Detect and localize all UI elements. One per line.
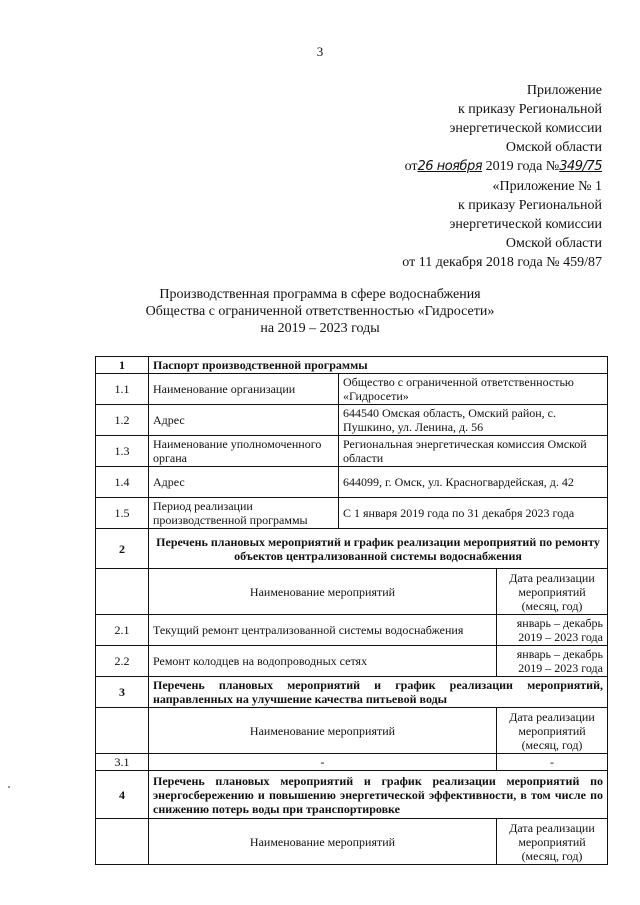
section-row bbox=[96, 677, 608, 708]
section-row bbox=[96, 357, 608, 374]
section-title: Паспорт производственной программы bbox=[149, 357, 608, 374]
column-header-row bbox=[96, 569, 608, 615]
column-header-date: Дата реализации мероприятий (месяц, год) bbox=[497, 569, 608, 615]
page-number: 3 bbox=[316, 44, 324, 59]
passport-row bbox=[96, 405, 608, 436]
event-date: - bbox=[497, 754, 608, 771]
row-value: 644540 Омская область, Омский район, с. Пушкино, ул. Ленина, д. 56 bbox=[339, 405, 608, 436]
appendix-header bbox=[405, 81, 602, 176]
scan-speck bbox=[8, 786, 10, 788]
passport-row bbox=[96, 436, 608, 467]
row-label: Адрес bbox=[149, 405, 339, 436]
column-header-row bbox=[96, 708, 608, 754]
row-number: 2.2 bbox=[96, 646, 149, 677]
row-label: Период реализации производственной программы bbox=[149, 498, 339, 529]
table-row bbox=[96, 646, 608, 677]
section-title: Перечень плановых мероприятий и график реализации мероприятий по ремонту объектов централизованной системы водоснабжения bbox=[149, 529, 608, 569]
row-number: 1.2 bbox=[96, 405, 149, 436]
row-value: Общество с ограниченной ответственностью «Гидросети» bbox=[339, 374, 608, 405]
event-name: - bbox=[149, 754, 497, 771]
section-title: Перечень плановых мероприятий и график реализации мероприятий, направленных на улучшение качества питьевой воды bbox=[149, 677, 608, 708]
appendix-line: Приложение bbox=[526, 83, 602, 98]
column-header-row bbox=[96, 819, 608, 865]
section-number: 3 bbox=[96, 677, 149, 708]
appendix-line: энергетической комиссии bbox=[449, 217, 602, 232]
appendix-line: Омской области bbox=[505, 236, 602, 251]
order-date-line bbox=[405, 157, 602, 176]
date-prefix: от bbox=[404, 159, 418, 174]
row-number: 1.1 bbox=[96, 374, 149, 405]
section-number: 1 bbox=[96, 357, 149, 374]
title-line: на 2019 – 2023 годы bbox=[260, 321, 380, 336]
column-header-event: Наименование мероприятий bbox=[149, 819, 497, 865]
event-name: Текущий ремонт централизованной системы водоснабжения bbox=[149, 615, 497, 646]
passport-row bbox=[96, 374, 608, 405]
column-header-date: Дата реализации мероприятий (месяц, год) bbox=[497, 708, 608, 754]
row-number: 1.4 bbox=[96, 467, 149, 498]
appendix-line: Омской области bbox=[505, 140, 602, 155]
production-program-table bbox=[95, 356, 608, 865]
appendix-line: от 11 декабря 2018 года № 459/87 bbox=[402, 255, 602, 270]
date-middle: 2019 года № bbox=[485, 159, 560, 174]
section-number: 2 bbox=[96, 529, 149, 569]
event-date: январь – декабрь 2019 – 2023 года bbox=[497, 646, 608, 677]
event-name: Ремонт колодцев на водопроводных сетях bbox=[149, 646, 497, 677]
table-row bbox=[96, 615, 608, 646]
row-number: 1.3 bbox=[96, 436, 149, 467]
original-appendix-header bbox=[402, 177, 602, 272]
column-header-event: Наименование мероприятий bbox=[149, 569, 497, 615]
appendix-line: к приказу Региональной bbox=[457, 102, 602, 117]
section-row bbox=[96, 771, 608, 819]
appendix-line: энергетической комиссии bbox=[449, 121, 602, 136]
empty-cell bbox=[96, 569, 149, 615]
row-value: Региональная энергетическая комиссия Омской области bbox=[339, 436, 608, 467]
appendix-line: к приказу Региональной bbox=[457, 198, 602, 213]
row-number: 1.5 bbox=[96, 498, 149, 529]
section-row bbox=[96, 529, 608, 569]
appendix-line: «Приложение № 1 bbox=[492, 179, 602, 194]
row-label: Наименование уполномоченного органа bbox=[149, 436, 339, 467]
table-row bbox=[96, 754, 608, 771]
title-line: Производственная программа в сфере водоснабжения bbox=[159, 287, 481, 302]
passport-row bbox=[96, 498, 608, 529]
row-label: Адрес bbox=[149, 467, 339, 498]
row-value: 644099, г. Омск, ул. Красногвардейская, д. 42 bbox=[339, 467, 608, 498]
column-header-event: Наименование мероприятий bbox=[149, 708, 497, 754]
passport-row bbox=[96, 467, 608, 498]
row-value: С 1 января 2019 года по 31 декабря 2023 года bbox=[339, 498, 608, 529]
row-number: 3.1 bbox=[96, 754, 149, 771]
section-number: 4 bbox=[96, 771, 149, 819]
empty-cell bbox=[96, 708, 149, 754]
handwritten-number: 349/75 bbox=[559, 159, 602, 174]
section-title: Перечень плановых мероприятий и график реализации мероприятий по энергосбережению и повышению энергетической эффективности, в том числе по снижению потерь воды при транспортировке bbox=[149, 771, 608, 819]
event-date: январь – декабрь 2019 – 2023 года bbox=[497, 615, 608, 646]
row-number: 2.1 bbox=[96, 615, 149, 646]
column-header-date: Дата реализации мероприятий (месяц, год) bbox=[497, 819, 608, 865]
empty-cell bbox=[96, 819, 149, 865]
document-title bbox=[0, 286, 640, 337]
handwritten-date: 26 ноября bbox=[417, 159, 483, 174]
row-label: Наименование организации bbox=[149, 374, 339, 405]
title-line: Общества с ограниченной ответственностью «Гидросети» bbox=[145, 304, 495, 319]
